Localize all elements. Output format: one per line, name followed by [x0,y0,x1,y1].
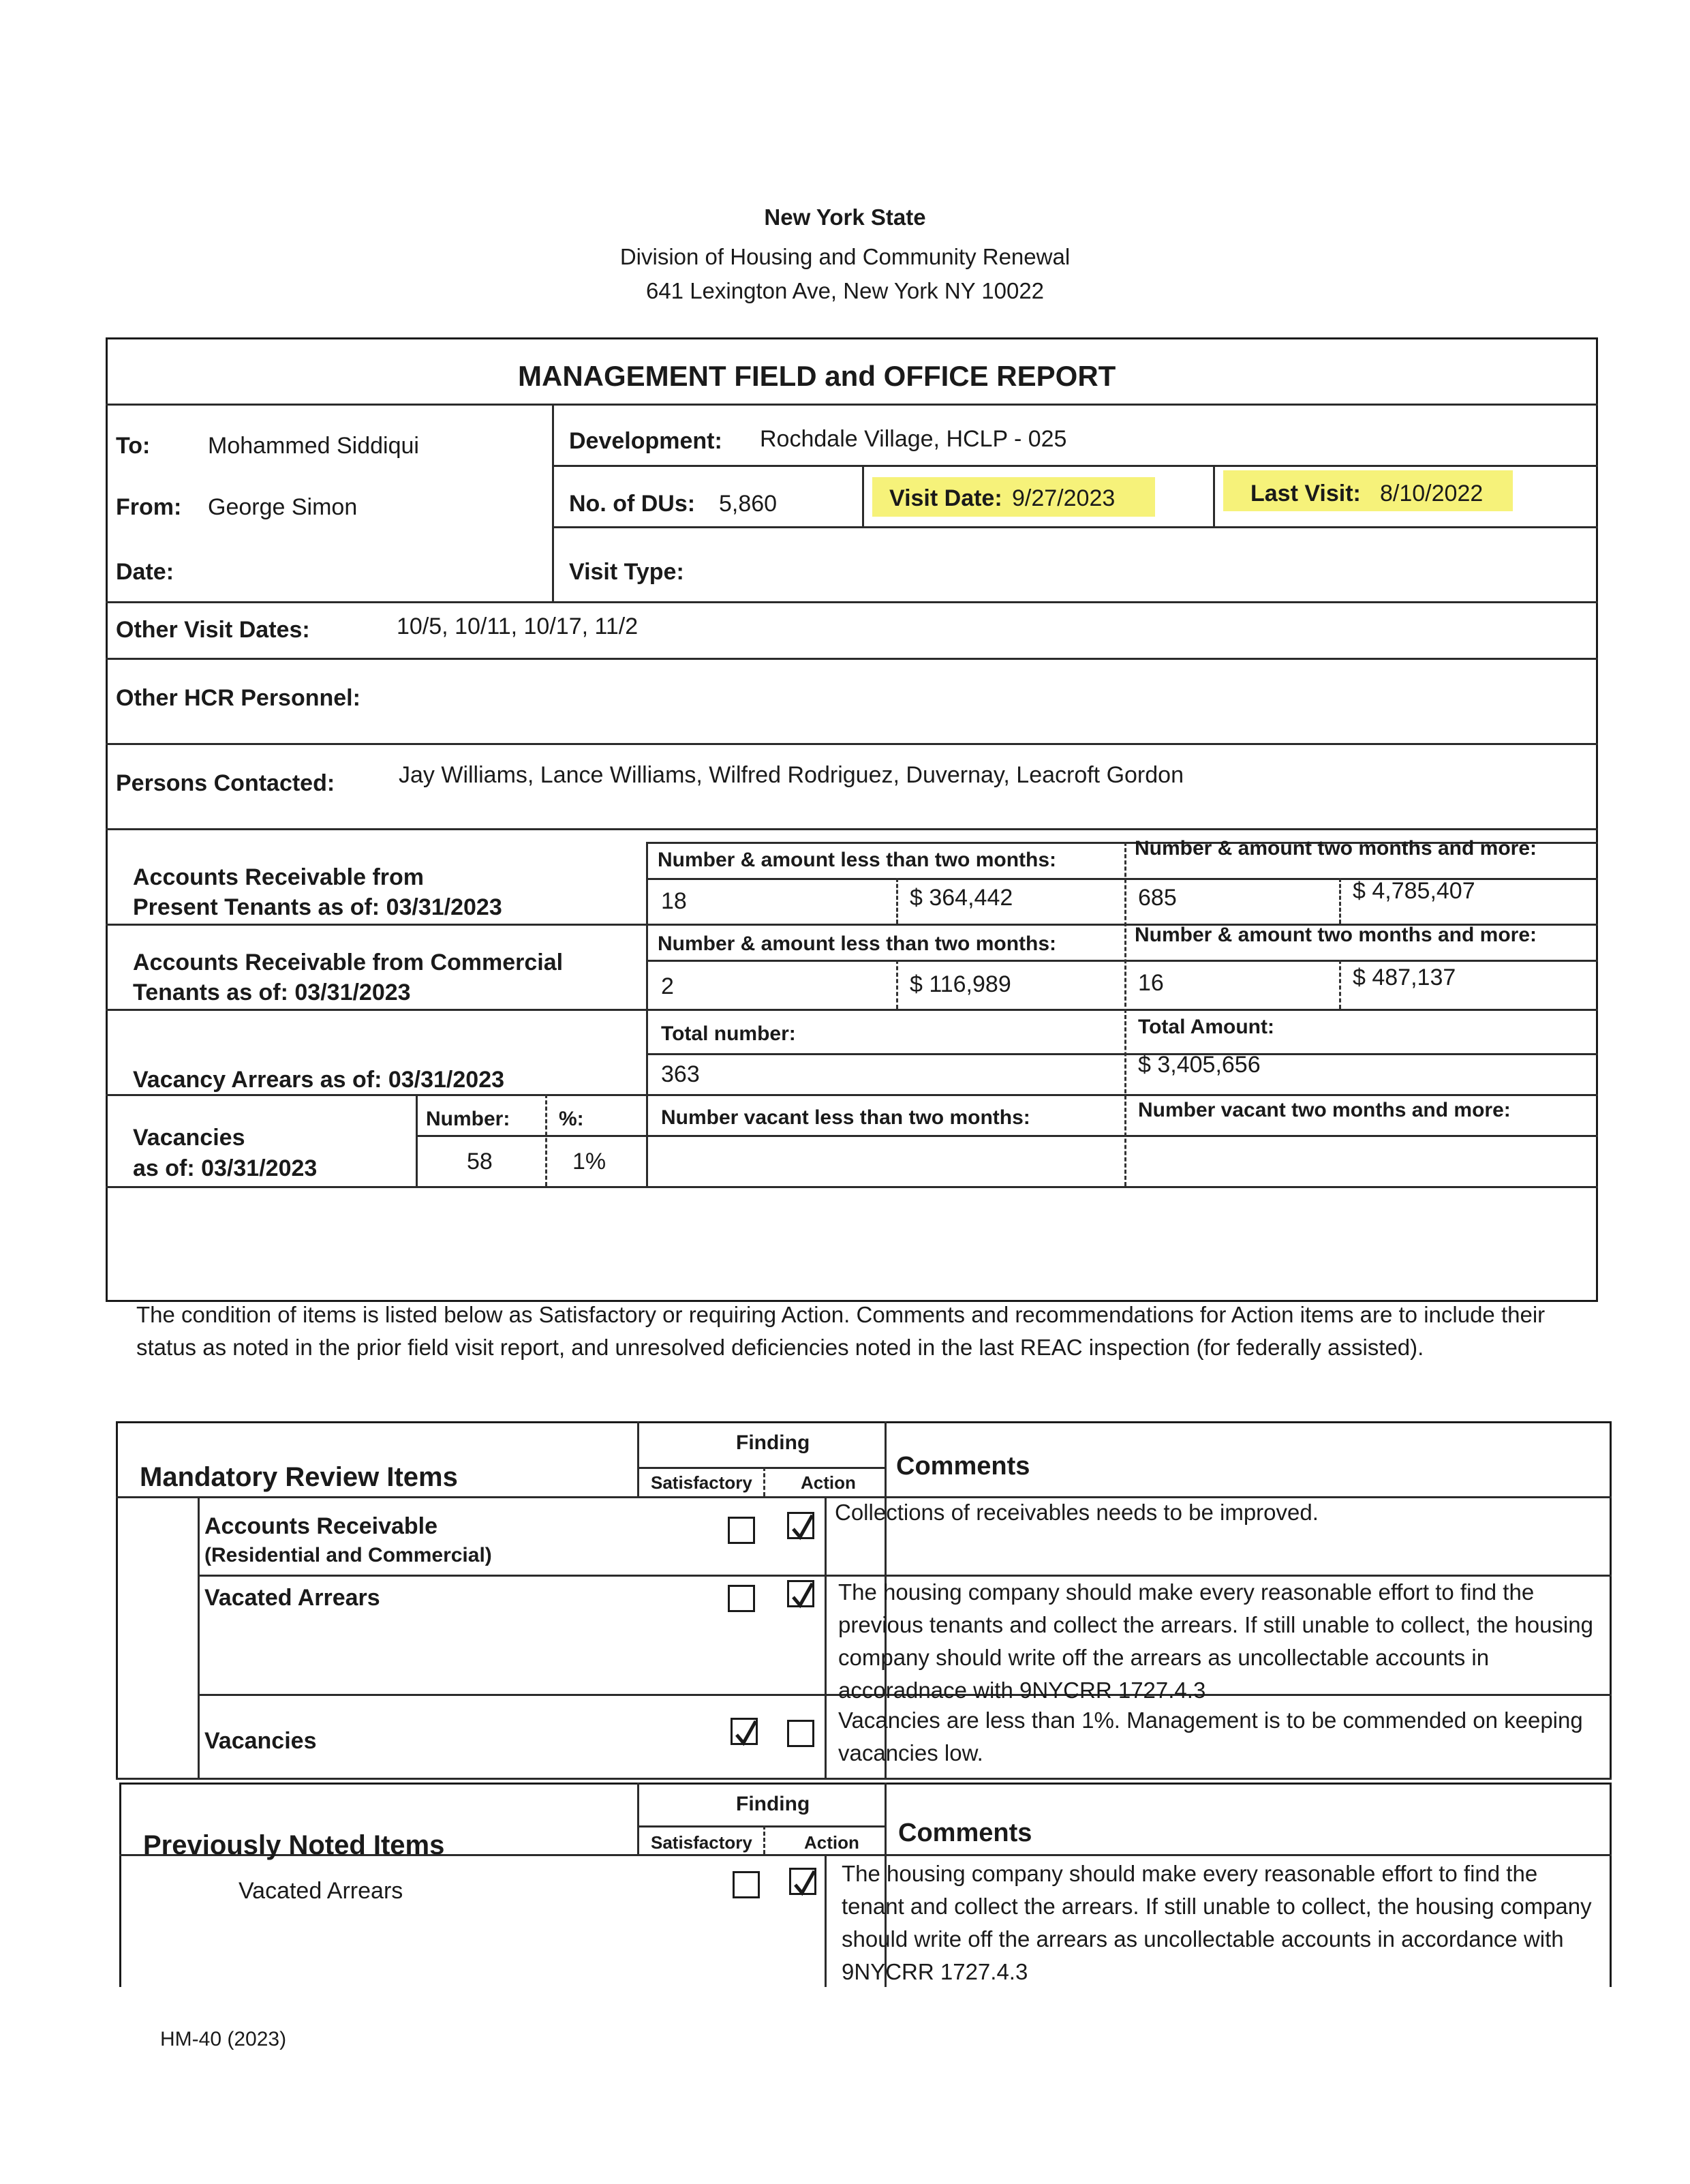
header-state: New York State [764,204,926,230]
vac-pct-label: %: [559,1108,584,1130]
action-checkbox[interactable] [787,1580,814,1607]
to-label: To: [116,433,151,459]
present-more-num: 685 [1138,885,1177,911]
last-visit-value: 8/10/2022 [1380,481,1484,506]
present-less-num: 18 [661,888,687,914]
commercial-less-num: 2 [661,973,674,999]
visit-date-value: 9/27/2023 [1012,485,1116,511]
present-label-1: Accounts Receivable from [133,864,425,890]
from-label: From: [116,494,182,520]
commercial-less-amt: $ 116,989 [910,971,1011,997]
check-icon [731,1716,761,1750]
vacancy-arrears-label: Vacancy Arrears as of: 03/31/2023 [133,1067,505,1093]
commercial-label-1: Accounts Receivable from Commercial [133,950,564,975]
mandatory-item-name: Accounts Receivable [204,1513,438,1539]
mandatory-finding-label: Finding [736,1431,810,1454]
persons-label: Persons Contacted: [116,770,335,796]
total-number-value: 363 [661,1061,700,1087]
commercial-more-num: 16 [1138,970,1164,996]
previous-comments-label: Comments [898,1819,1032,1847]
visit-type-label: Visit Type: [569,559,684,585]
to-value: Mohammed Siddiqui [208,433,419,459]
form-code: HM-40 (2023) [160,2028,287,2050]
vac-number-value: 58 [467,1149,493,1174]
persons-value: Jay Williams, Lance Williams, Wilfred Rodriguez, Duvernay, Leacroft Gordon [399,762,1184,788]
last-visit-label: Last Visit: [1250,481,1361,506]
other-visit-value: 10/5, 10/11, 10/17, 11/2 [397,613,639,639]
visit-date-label: Visit Date: [889,485,1002,511]
previous-finding-label: Finding [736,1793,810,1815]
mandatory-comments-label: Comments [896,1452,1030,1481]
date-label: Date: [116,559,174,585]
mandatory-item-sub: (Residential and Commercial) [204,1544,492,1566]
action-checkbox[interactable] [789,1868,816,1895]
present-more-amt: $ 4,785,407 [1353,878,1475,904]
mandatory-title: Mandatory Review Items [140,1462,458,1492]
dus-label: No. of DUs: [569,491,696,517]
dus-value: 5,860 [719,491,778,517]
other-hcr-label: Other HCR Personnel: [116,685,360,711]
previous-satisfactory-label: Satisfactory [651,1832,752,1853]
previous-action-label: Action [804,1832,859,1853]
total-number-label: Total number: [661,1022,796,1045]
mandatory-item-comment: Collections of receivables needs to be improved. [835,1500,1319,1525]
action-checkbox[interactable] [787,1720,814,1747]
check-icon [788,1578,818,1612]
vacancies-label-1: Vacancies [133,1125,245,1151]
mandatory-item-name: Vacancies [204,1728,317,1754]
header-address: 641 Lexington Ave, New York NY 10022 [645,278,1045,303]
satisfactory-checkbox[interactable] [733,1871,760,1898]
commercial-more-amt: $ 487,137 [1353,965,1456,990]
report-title: MANAGEMENT FIELD and OFFICE REPORT [518,360,1116,392]
intro-text: The condition of items is listed below as Satisfactory or requiring Action. Comments and recommendations for Action items are to include their status as noted in the prior field visit report, and unresolved deficiencies noted in the last REAC inspection (for federally assisted). [136,1302,1546,1360]
check-icon [788,1510,818,1544]
vacancies-label-2: as of: 03/31/2023 [133,1155,318,1181]
present-label-2: Present Tenants as of: 03/31/2023 [133,894,502,920]
commercial-more-header: Number & amount two months and more: [1135,924,1537,946]
action-checkbox[interactable] [787,1512,814,1539]
previous-item-comment: The housing company should make every reasonable effort to find the tenant and collect the arrears. If still unable to collect, the housing company should write off the arrears as uncollectable accounts in accordance with 9NYCRR 1727.4.3 [842,1861,1592,1984]
total-amount-value: $ 3,405,656 [1138,1052,1261,1078]
present-less-amt: $ 364,442 [910,885,1013,911]
mandatory-item-comment: The housing company should make every reasonable effort to find the previous tenants and collect the arrears. If still unable to collect, the housing company should write off the arrears as uncollectable accounts in accoradnace with 9NYCRR 1727.4.3 [838,1579,1593,1703]
development-value: Rochdale Village, HCLP - 025 [760,426,1067,452]
from-value: George Simon [208,494,358,520]
mandatory-action-label: Action [801,1472,856,1493]
commercial-label-2: Tenants as of: 03/31/2023 [133,980,411,1005]
development-label: Development: [569,428,722,454]
vacant-more-label: Number vacant two months and more: [1138,1099,1511,1121]
other-visit-label: Other Visit Dates: [116,617,310,643]
previous-item-name: Vacated Arrears [239,1878,403,1904]
present-more-header: Number & amount two months and more: [1135,837,1537,860]
mandatory-item-comment: Vacancies are less than 1%. Management is to be commended on keeping vacancies low. [838,1708,1583,1765]
vacant-less-label: Number vacant less than two months: [661,1106,1030,1129]
satisfactory-checkbox[interactable] [731,1718,758,1745]
satisfactory-checkbox[interactable] [728,1517,755,1544]
satisfactory-checkbox[interactable] [728,1585,755,1612]
total-amount-label: Total Amount: [1138,1016,1274,1038]
vac-number-label: Number: [426,1108,510,1130]
vac-pct-value: 1% [572,1149,606,1174]
header-division: Division of Housing and Community Renewal [619,244,1071,269]
present-less-header: Number & amount less than two months: [658,849,1057,871]
mandatory-item-name: Vacated Arrears [204,1585,380,1611]
mandatory-satisfactory-label: Satisfactory [651,1472,752,1493]
commercial-less-header: Number & amount less than two months: [658,932,1057,955]
check-icon [790,1866,820,1900]
previous-title: Previously Noted Items [143,1830,445,1860]
